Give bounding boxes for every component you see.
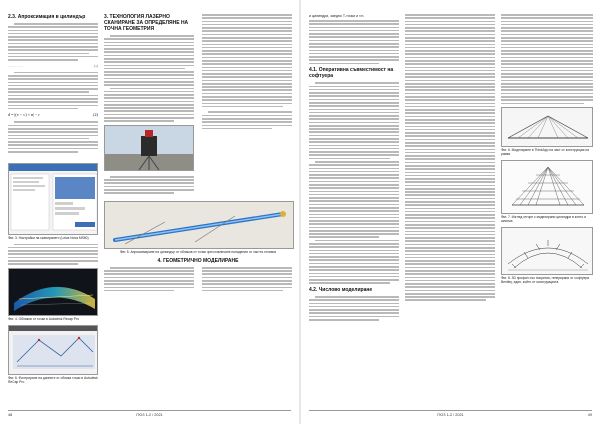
right-page — [301, 0, 600, 424]
figure-4-point-cloud — [8, 268, 98, 316]
right-col-2 — [405, 14, 495, 304]
section-heading: 4.2. Числово моделиране — [309, 287, 373, 293]
paragraph — [202, 14, 292, 107]
journal-footer: ГЮЗ 1-2 / 2021 — [136, 413, 163, 417]
section-heading: 4.1. Оперативна съвместимост на софтуера — [309, 67, 394, 80]
point-cloud-image — [9, 269, 98, 315]
left-col-2 — [104, 14, 292, 296]
cylinder-fit-image — [105, 202, 293, 248]
truss-model-image — [502, 108, 593, 146]
paragraph — [104, 35, 194, 122]
paragraph — [501, 14, 593, 104]
right-col-3 — [501, 14, 593, 288]
paragraph — [202, 111, 292, 129]
figure-3-scan-settings — [8, 163, 98, 235]
journal-footer: ГЮЗ 1-2 / 2021 — [437, 413, 464, 417]
paragraph — [8, 23, 98, 61]
figure-7-top-view — [501, 160, 593, 214]
left-col-1 — [8, 14, 98, 388]
figure-3-caption: Фиг. 3. Настройки на сканирането (Leica Nova MS60) — [8, 235, 89, 240]
section-heading: 2.3. Апроксимация в цилиндър — [8, 14, 86, 20]
paragraph — [202, 267, 292, 293]
figure-4-caption: Фиг. 4. Облаков от точки в Autodesk Recap Pro — [8, 316, 79, 321]
top-view-model-image — [502, 161, 593, 213]
formula-1: . . . . . . . . . (1) — [8, 63, 98, 68]
figure-8-3d-profile — [501, 227, 593, 275]
right-col-1 — [309, 14, 399, 324]
scanner-photo — [105, 126, 194, 170]
figure-3-photo — [104, 125, 194, 171]
section-heading: 3. ТЕХНОЛОГИЯ ЛАЗЕРНО СКАНИРАНЕ ЗА ОПРЕДЕЛЯНЕ НА ТОЧНА ГЕОМЕТРИЯ — [104, 14, 189, 32]
paragraph — [405, 14, 495, 301]
left-page — [0, 0, 299, 424]
scan-settings-screenshot — [9, 164, 98, 234]
figure-6-caption: Фиг. 6. Филтриране на данните от облака точки в Autodesk ReCap Pro — [8, 375, 98, 384]
paragraph — [104, 176, 194, 194]
paragraph — [104, 267, 194, 293]
paragraph — [309, 82, 399, 284]
section-heading: 4. ГЕОМЕТРИЧНО МОДЕЛИРАНЕ — [157, 257, 239, 264]
formula-number: (2) — [93, 112, 98, 118]
figure-5-cylinder-fit — [104, 201, 294, 249]
3d-profile-image — [502, 228, 593, 274]
filtering-screenshot — [9, 326, 98, 374]
figure-5-caption: Фиг. 5. Апроксимиране на цилиндър от облаков от точки чрез извличане попадения от частта стопани — [119, 249, 277, 254]
figure-8-caption: Фиг. 8. 3D профил със покрития, генерирани от софтуера Bentley, един, който от конструкцията — [501, 276, 590, 285]
paragraph — [8, 72, 98, 110]
figure-6-right-caption: Фиг. 6. Моделиране в ThinkApp на част от конструкция на рамки — [501, 148, 589, 157]
footer-rule — [8, 410, 291, 411]
figure-7-caption: Фиг. 7. Изглед отгоре с моделирани цилиндри в конто и шпонка — [501, 215, 586, 224]
paragraph — [309, 296, 399, 321]
paragraph — [8, 244, 98, 265]
formula-2 — [8, 112, 98, 117]
footer-rule — [309, 410, 592, 411]
page-number: 49 — [587, 413, 592, 417]
paragraph — [309, 20, 399, 64]
figure-6-truss-model — [501, 107, 593, 147]
intro-text: и цилиндри, заедно T-точки и т.н. — [309, 14, 365, 18]
formula-text: d = |(v − c) × n| − r — [8, 112, 40, 118]
paragraph — [8, 121, 98, 152]
figure-6-filtering — [8, 325, 98, 375]
page-number: 48 — [8, 413, 13, 417]
